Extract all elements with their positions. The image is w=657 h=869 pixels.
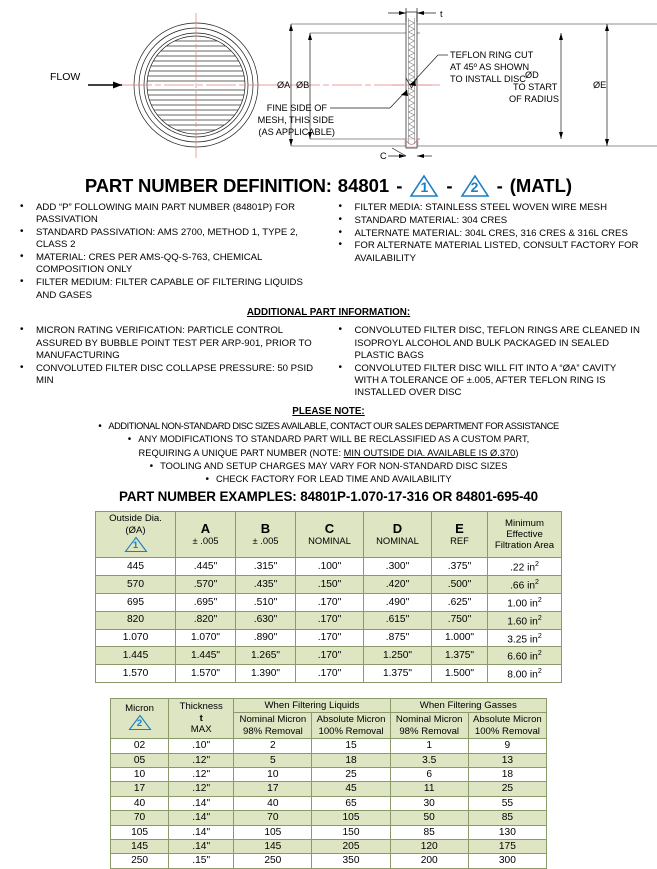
table-cell: .15" [169,854,234,868]
table-cell: 10 [234,768,312,782]
micron-table-head [111,698,547,738]
table-cell: 15 [312,739,390,753]
table-cell: .14" [169,811,234,825]
list-item: • MATERIAL: CRES PER AMS-QQ-S-763, CHEMICAL COMPOSITION ONLY [14,252,325,277]
table-cell: 300 [468,854,546,868]
list-item: • CONVOLUTED FILTER DISC WILL FIT INTO A “ØA” CAVITY WITH A TOLERANCE OF ±.005, AFTER TEFLON RING IS INSTALLED OVER DISC [333,363,644,400]
callout-triangle-2 [460,174,490,198]
table-cell: 1.070" [176,629,236,647]
table-cell: .300" [364,558,432,576]
additional-column-left [14,325,325,400]
table-cell: .100" [296,558,364,576]
note-line-3-pre: REQUIRING A UNIQUE PART NUMBER (NOTE: [138,447,344,458]
table-cell: 1.445 [96,647,176,665]
unit-exponent: 2 [537,668,542,676]
note-mesh-l2: MESH, THIS SIDE [257,115,334,125]
table-cell: .500" [432,576,488,594]
label-c: C [380,151,387,161]
table-cell: .10" [169,739,234,753]
table-row [111,782,547,796]
callout-1-number: 1 [420,179,429,195]
table-row [96,665,562,683]
table-row [111,753,547,767]
dim-c [388,148,432,156]
table-cell: 40 [234,796,312,810]
table-cell: .150" [296,576,364,594]
table-cell: 3.25 $in^2$ [488,629,562,647]
table-cell: 1.250" [364,647,432,665]
table-cell: 45 [312,782,390,796]
table-cell: 250 [111,854,169,868]
table-cell: .14" [169,825,234,839]
pn-dash-1: - [396,175,403,196]
page-title: PART NUMBER DEFINITION: [84,175,332,196]
table-cell: 1.070 [96,629,176,647]
table-cell: 85 [390,825,468,839]
table-cell: .12" [169,768,234,782]
table-cell: 1 [390,739,468,753]
table-cell: 1.60 $in^2$ [488,611,562,629]
table-cell: .445" [176,558,236,576]
col-header-b [236,512,296,558]
group-header-gasses: When Filtering Gasses [390,698,546,712]
table-cell: 11 [390,782,468,796]
table-row [96,558,562,576]
table-cell: 13 [468,753,546,767]
table-cell: .22 $in^2$ [488,558,562,576]
col-d-letter: D [392,521,403,537]
table-cell: 65 [312,796,390,810]
unit-exponent: 2 [537,614,542,622]
dimensions-table-wrap [0,511,657,683]
col-header-micron [111,698,169,738]
table-cell: 145 [111,840,169,854]
note-line-2: • ANY MODIFICATIONS TO STANDARD PART WILL BE RECLASSIFIED AS A CUSTOM PART, [128,434,529,444]
table-cell: .315" [236,558,296,576]
list-item: • STANDARD MATERIAL: 304 CRES [333,215,644,227]
col-b-letter: B [260,521,271,537]
table-cell: .14" [169,840,234,854]
dimensions-table [95,511,562,683]
col-a-sub: ± .005 [192,534,219,546]
table-cell: .66 $in^2$ [488,576,562,594]
col-b-sub: ± .005 [252,534,279,546]
table-row [111,811,547,825]
table-cell: 105 [234,825,312,839]
additional-column-right [333,325,644,400]
table-cell: 50 [390,811,468,825]
outside-dia-line1: Outside Dia. [109,513,162,525]
table-cell: .695" [176,593,236,611]
label-t: t [440,9,443,19]
micron-label: Micron [125,702,154,714]
list-item: • ADD “P” FOLLOWING MAIN PART NUMBER (84801P) FOR PASSIVATION [14,202,325,227]
table-cell: 695 [96,593,176,611]
table-cell: .820" [176,611,236,629]
table-cell: 1.375" [364,665,432,683]
table-cell: 1.390" [236,665,296,683]
dimensions-table-body [96,558,562,683]
please-note-heading: PLEASE NOTE: [292,406,365,418]
list-item: • FILTER MEDIUM: FILTER CAPABLE OF FILTERING LIQUIDS AND GASES [14,277,325,302]
table-cell: 25 [312,768,390,782]
callout-2-number: 2 [470,179,479,195]
label-dia-d-l3: OF RADIUS [509,94,560,104]
note-teflon-l3: TO INSTALL DISC [450,74,526,84]
col-a-letter: A [200,521,211,537]
part-number-definition-header [0,174,657,198]
convoluted-element [405,12,418,148]
list-item [0,433,657,446]
table-cell: .890" [236,629,296,647]
label-dia-a: ØA [277,80,291,90]
table-cell: 70 [111,811,169,825]
table-cell: 175 [468,840,546,854]
table-cell: 17 [234,782,312,796]
spec-column-left [14,202,325,302]
group-header-liquids: When Filtering Liquids [234,698,390,712]
table-cell: 820 [96,611,176,629]
note-mesh-l1: FINE SIDE OF [266,103,327,113]
col-header-a [176,512,236,558]
col-e-letter: E [455,521,464,537]
table-cell: 18 [468,768,546,782]
list-item: • MICRON RATING VERIFICATION: PARTICLE CONTROL ASSURED BY BUBBLE POINT TEST PER ARP-901, PRIOR TO MANUFACTURING [14,325,325,362]
dimensions-table-head [96,512,562,558]
table-cell: .490" [364,593,432,611]
micron-table-body [111,739,547,869]
col-c-sub: NOMINAL [308,534,351,546]
table-cell: 445 [96,558,176,576]
col-header-filtration-area [488,512,562,558]
pn-dash-2: - [446,175,453,196]
table-cell: 18 [312,753,390,767]
list-item: • CONVOLUTED FILTER DISC COLLAPSE PRESSURE: 50 PSID MIN [14,363,325,388]
table-cell: .170" [296,593,364,611]
table-cell: .14" [169,796,234,810]
leader-lines [330,55,448,108]
unit-exponent: 2 [537,632,542,640]
table-row [111,739,547,753]
table-cell: .750" [432,611,488,629]
table-cell: 130 [468,825,546,839]
table-cell: 10 [111,768,169,782]
drawing-svg [0,0,657,172]
table-header-row [96,512,562,558]
spec-bullet-columns [0,198,657,302]
callout-triangle-2-table [128,714,152,731]
unit-exponent: 2 [535,561,539,569]
note-line-4: • TOOLING AND SETUP CHARGES MAY VARY FOR NON-STANDARD DISC SIZES [150,461,508,471]
thickness-line3: MAX [190,724,212,736]
table-cell: .12" [169,753,234,767]
list-item: • ALTERNATE MATERIAL: 304L CRES, 316 CRES & 316L CRES [333,228,644,240]
table-cell: .570" [176,576,236,594]
callout-triangle-1 [409,174,439,198]
table-cell: 17 [111,782,169,796]
unit-exponent: 2 [535,579,539,587]
table-cell: .875" [364,629,432,647]
table-callout-2-number: 2 [136,718,143,730]
table-cell: 30 [390,796,468,810]
technical-drawing [0,0,657,172]
col-e-sub: REF [450,534,469,546]
list-item [0,420,657,433]
table-header-row-group [111,698,547,712]
table-cell: 55 [468,796,546,810]
micron-table-wrap [0,698,657,869]
list-item: • STANDARD PASSIVATION: AMS 2700, METHOD 1, TYPE 2, CLASS 2 [14,227,325,252]
table-cell: .12" [169,782,234,796]
callout-triangle-1-table [124,536,148,553]
table-row [111,854,547,868]
table-cell: 9 [468,739,546,753]
filtration-area-line2: Filtration Area [494,540,555,552]
table-cell: .420" [364,576,432,594]
table-cell: .510" [236,593,296,611]
table-row [96,647,562,665]
note-teflon-l2: AT 45º AS SHOWN [450,62,530,72]
table-cell: 205 [312,840,390,854]
thickness-line1: Thickness [179,701,223,713]
col-header-c [296,512,364,558]
left-bullet-list [14,202,325,302]
table-cell: 1.500" [432,665,488,683]
table-cell: 150 [312,825,390,839]
table-cell: .170" [296,665,364,683]
table-cell: 1.570" [176,665,236,683]
table-cell: 40 [111,796,169,810]
label-dia-d-l2: TO START [513,82,558,92]
table-cell: 1.00 $in^2$ [488,593,562,611]
table-cell: 105 [111,825,169,839]
col-header-thickness [169,698,234,738]
table-cell: 200 [390,854,468,868]
list-item [0,460,657,473]
outside-dia-line2: (ØA) [125,524,146,536]
table-row [111,825,547,839]
table-cell: 350 [312,854,390,868]
col-c-letter: C [324,521,335,537]
list-item [0,447,657,460]
table-cell: .170" [296,647,364,665]
col-header-outside-dia [96,512,176,558]
col-header-liquid-nominal: Nominal Micron 98% Removal [234,713,312,739]
thickness-line2: t [199,712,203,724]
table-callout-1-number: 1 [132,539,139,551]
micron-table [110,698,547,869]
table-row [96,593,562,611]
note-line-1: • ADDITIONAL NON-STANDARD DISC SIZES AVAILABLE, CONTACT OUR SALES DEPARTMENT FOR ASSISTANCE [98,421,558,431]
table-row [111,840,547,854]
note-line-5: • CHECK FACTORY FOR LEAD TIME AND AVAILABILITY [205,474,451,484]
table-cell: 25 [468,782,546,796]
col-header-liquid-absolute: Absolute Micron 100% Removal [312,713,390,739]
list-item: • CONVOLUTED FILTER DISC, TEFLON RINGS ARE CLEANED IN ISOPROYL ALCOHOL AND BULK PACKAGED IN SEALED PLASTIC BAGS [333,325,644,362]
table-cell: 1.570 [96,665,176,683]
note-line-3-underlined: MIN OUTSIDE DIA. AVAILABLE IS Ø.370 [343,447,516,458]
table-cell: 250 [234,854,312,868]
table-cell: 145 [234,840,312,854]
col-header-e [432,512,488,558]
table-cell: 1.375" [432,647,488,665]
table-row [96,629,562,647]
filtration-area-line1: Minimum Effective [505,517,544,541]
note-mesh-l3: (AS APPLICABLE) [258,127,335,137]
table-row [111,768,547,782]
label-dia-d-l1: ØD [525,70,539,80]
table-cell: 5 [234,753,312,767]
label-dia-e: ØE [593,80,607,90]
table-cell: 1.000" [432,629,488,647]
table-cell: 2 [234,739,312,753]
table-cell: .375" [432,558,488,576]
table-cell: 6.60 $in^2$ [488,647,562,665]
table-cell: 570 [96,576,176,594]
table-row [96,576,562,594]
table-cell: .615" [364,611,432,629]
table-cell: 105 [312,811,390,825]
right-bullet-list [333,202,644,265]
col-header-d [364,512,432,558]
additional-right-list [333,325,644,399]
part-number-base: 84801 [337,175,390,196]
table-cell: 3.5 [390,753,468,767]
part-number-suffix: (MATL) [509,175,573,196]
list-item: • FILTER MEDIA: STAINLESS STEEL WOVEN WIRE MESH [333,202,644,214]
unit-exponent: 2 [537,650,542,658]
table-cell: 8.00 $in^2$ [488,665,562,683]
table-cell: 05 [111,753,169,767]
additional-part-information-heading: ADDITIONAL PART INFORMATION: [246,307,411,319]
table-cell: .435" [236,576,296,594]
col-header-gas-absolute: Absolute Micron 100% Removal [468,713,546,739]
list-item: • FOR ALTERNATE MATERIAL LISTED, CONSULT FACTORY FOR AVAILABILITY [333,240,644,265]
table-row [111,796,547,810]
additional-info-columns [0,321,657,400]
table-cell: 85 [468,811,546,825]
table-cell: 6 [390,768,468,782]
table-cell: .625" [432,593,488,611]
unit-exponent: 2 [537,596,542,604]
label-dia-b: ØB [296,80,310,90]
table-cell: 70 [234,811,312,825]
table-cell: .630" [236,611,296,629]
col-d-sub: NOMINAL [376,534,419,546]
part-number-examples: PART NUMBER EXAMPLES: 84801P-1.070-17-316 OR 84801-695-40 [118,489,538,505]
please-note-list [0,420,657,486]
table-row [96,611,562,629]
note-line-3-post: ) [515,447,519,458]
table-cell: .170" [296,611,364,629]
flow-label: FLOW [50,71,81,83]
spec-column-right [333,202,644,302]
table-cell: .170" [296,629,364,647]
pn-dash-3: - [496,175,503,196]
note-teflon-l1: TEFLON RING CUT [450,50,534,60]
additional-left-list [14,325,325,387]
table-cell: 120 [390,840,468,854]
col-header-gas-nominal: Nominal Micron 98% Removal [390,713,468,739]
list-item [0,473,657,486]
table-cell: 1.265" [236,647,296,665]
table-cell: 02 [111,739,169,753]
table-cell: 1.445" [176,647,236,665]
